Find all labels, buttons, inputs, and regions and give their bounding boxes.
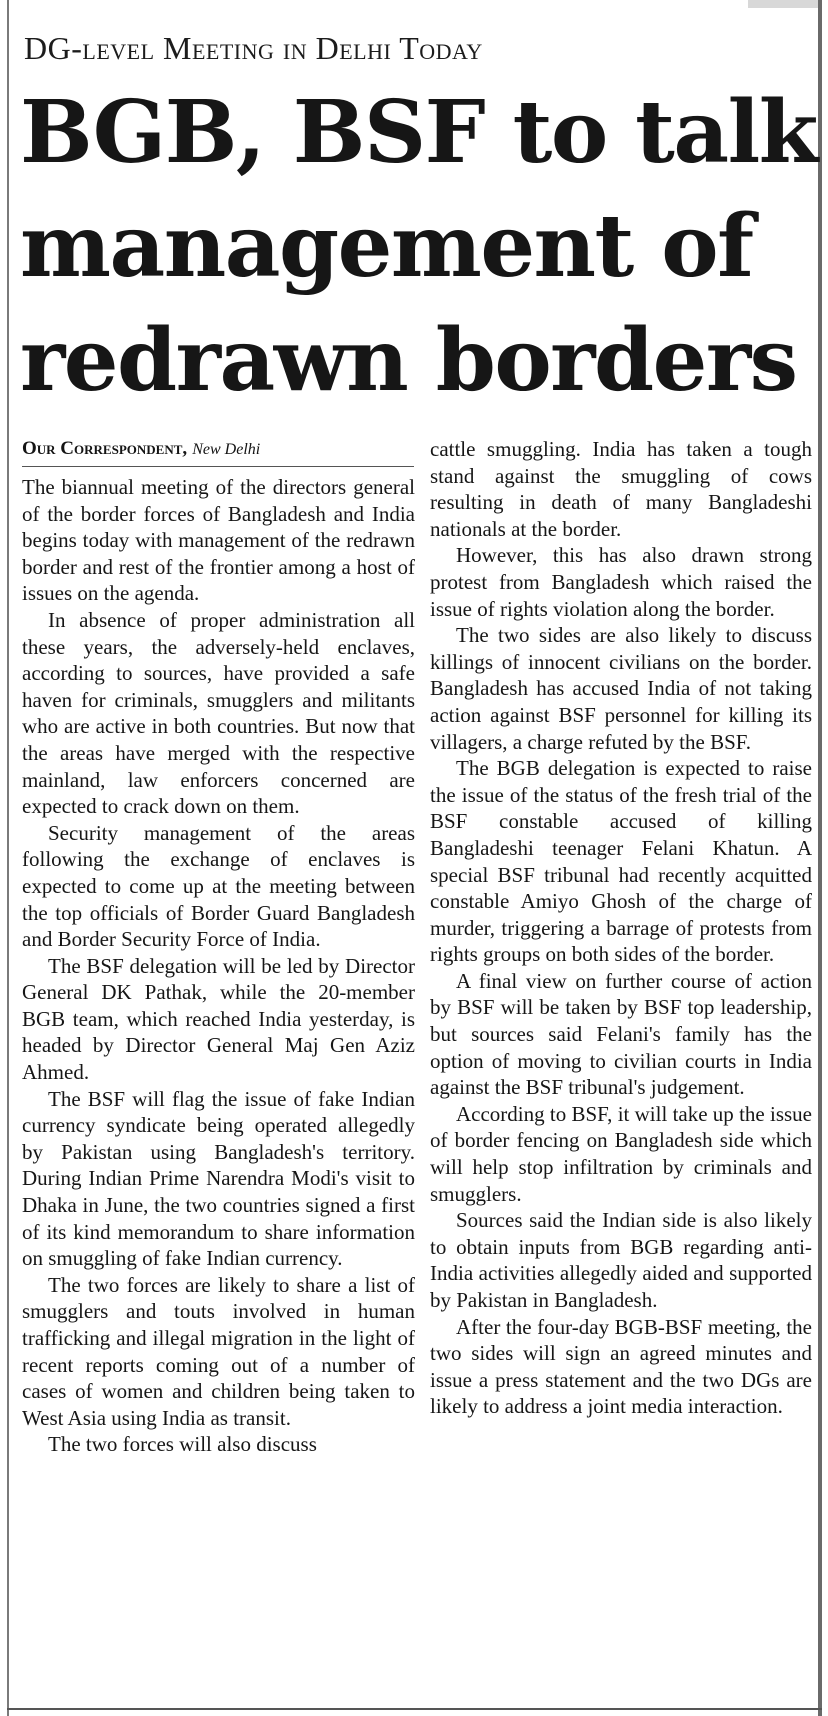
paragraph: The two forces will also discuss <box>48 1432 317 1457</box>
paragraph: Sources said the Indian side is also likely to obtain inputs from BGB regarding anti-India activities allegedly aided and supported by Pakistan in Bangladesh. <box>430 1208 812 1312</box>
paragraph: The two forces are likely to share a list of smugglers and touts involved in human trafficking and illegal migration in the light of recent reports coming out of a number of cases of women and children being taken to West Asia using India as transit. <box>22 1272 415 1430</box>
byline-author: Our Correspondent, <box>22 438 188 459</box>
paragraph: In absence of proper administration all these years, the adversely-held enclaves, according to sources, have provided a safe haven for criminals, smugglers and militants who are active in both countries. But now that the areas have merged with the respective mainland, law enforcers concerned are expected to crack down on them. <box>22 607 415 819</box>
headline-line-1: BGB, BSF to talk <box>20 82 817 183</box>
paragraph: According to BSF, it will take up the issue of border fencing on Bangladesh side which will help stop infiltration by criminals and smugglers. <box>430 1101 812 1206</box>
paragraph: The BGB delegation is expected to raise the issue of the status of the fresh trial of the BSF constable accused of killing Bangladeshi teenager Felani Khatun. A special BSF tribunal had recently acquitted constable Amiyo Ghosh of the charge of murder, triggering a barrage of protests from rights groups on both sides of the border. <box>430 756 812 967</box>
page-top-strip <box>748 0 818 8</box>
headline-line-3: redrawn borders <box>20 310 797 411</box>
byline <box>22 438 412 461</box>
paragraph: However, this has also drawn strong protest from Bangladesh which raised the issue of rights violation along the border. <box>430 543 812 621</box>
article-headline <box>20 76 817 418</box>
paragraph: cattle smuggling. India has taken a tough stand against the smuggling of cows resulting in death of many Bangladeshi nationals at the border. <box>430 437 812 541</box>
paragraph: The BSF delegation will be led by Director General DK Pathak, while the 20-member BGB team, which reached India yesterday, is headed by Director General Maj Gen Aziz Ahmed. <box>22 953 415 1085</box>
article-column-left <box>22 474 415 1458</box>
byline-place: New Delhi <box>192 441 261 458</box>
paragraph: The biannual meeting of the directors general of the border forces of Bangladesh and India begins today with management of the redrawn border and rest of the frontier among a host of issues on the agenda. <box>22 475 415 606</box>
bottom-rule <box>7 1708 822 1710</box>
paragraph: A final view on further course of action by BSF will be taken by BSF top leadership, but sources said Felani's family has the option of moving to civilian courts in India against the BSF tribunal's judgement. <box>430 968 812 1100</box>
page-top-margin <box>0 0 828 26</box>
paragraph: After the four-day BGB-BSF meeting, the two sides will sign an agreed minutes and issue a press statement and the two DGs are likely to address a joint media interaction. <box>430 1314 812 1419</box>
paragraph: The BSF will flag the issue of fake Indian currency syndicate being operated allegedly by Pakistan using Bangladesh's territory. During Indian Prime Narendra Modi's visit to Dhaka in June, the two countries signed a first of its kind memorandum to share information on smuggling of fake Indian currency. <box>22 1086 415 1271</box>
paragraph: The two sides are also likely to discuss killings of innocent civilians on the border. Bangladesh has accused India of not taking action against BSF personnel for killing its villagers, a charge refuted by the BSF. <box>430 623 812 754</box>
left-column-rule <box>7 0 9 1716</box>
paragraph: Security management of the areas following the exchange of enclaves is expected to come up at the meeting between the top officials of Border Guard Bangladesh and Border Security Force of India. <box>22 820 415 952</box>
article-column-right <box>430 436 812 1420</box>
article-kicker: DG-level Meeting in Delhi Today <box>24 30 483 66</box>
headline-line-2: management of <box>20 196 753 297</box>
byline-divider <box>22 466 414 467</box>
right-page-border <box>818 0 822 1716</box>
